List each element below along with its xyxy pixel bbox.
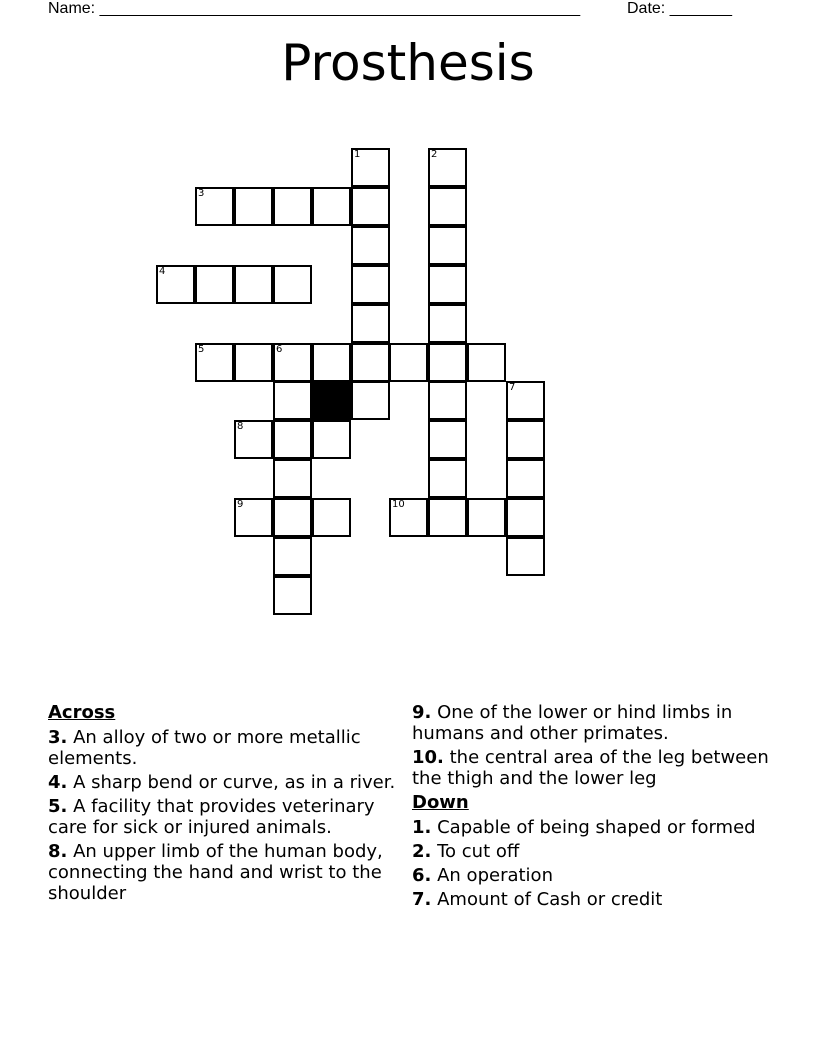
clue-text: A sharp bend or curve, as in a river. bbox=[73, 772, 396, 793]
clue-number: 4. bbox=[48, 772, 68, 793]
grid-cell[interactable] bbox=[273, 265, 312, 304]
grid-cell[interactable] bbox=[312, 498, 351, 537]
grid-cell[interactable] bbox=[389, 498, 428, 537]
grid-cell[interactable] bbox=[234, 420, 273, 459]
clues-column-left bbox=[48, 702, 408, 907]
grid-cell[interactable] bbox=[195, 343, 234, 382]
grid-cell[interactable] bbox=[428, 304, 467, 343]
date-field-label[interactable]: Date: _______ bbox=[627, 0, 732, 17]
grid-cell[interactable] bbox=[428, 381, 467, 420]
clue-number: 1. bbox=[412, 817, 432, 838]
clue-across-9 bbox=[412, 702, 782, 744]
clue-number: 9. bbox=[412, 702, 432, 723]
grid-cell[interactable] bbox=[273, 459, 312, 498]
grid-cell[interactable] bbox=[428, 187, 467, 226]
grid-cell[interactable] bbox=[428, 420, 467, 459]
clues-column-right bbox=[412, 702, 782, 913]
grid-cell[interactable] bbox=[351, 226, 390, 265]
grid-cell[interactable] bbox=[234, 498, 273, 537]
grid-cell[interactable] bbox=[467, 343, 506, 382]
grid-cell-number: 1 bbox=[354, 149, 361, 160]
clue-text: Amount of Cash or credit bbox=[437, 889, 663, 910]
grid-cell[interactable] bbox=[428, 459, 467, 498]
grid-cell[interactable] bbox=[506, 498, 545, 537]
grid-cell[interactable] bbox=[234, 265, 273, 304]
grid-cell-number: 10 bbox=[392, 499, 405, 510]
grid-cell[interactable] bbox=[506, 459, 545, 498]
grid-cell-number: 9 bbox=[237, 499, 244, 510]
grid-cell[interactable] bbox=[428, 498, 467, 537]
grid-cell-number: 3 bbox=[198, 188, 205, 199]
grid-cell[interactable] bbox=[506, 381, 545, 420]
grid-cell[interactable] bbox=[195, 187, 234, 226]
clue-text: the central area of the leg between the thigh and the lower leg bbox=[412, 747, 769, 789]
clue-down-2 bbox=[412, 841, 782, 862]
across-heading: Across bbox=[48, 702, 116, 723]
clue-text: An alloy of two or more metallic elements. bbox=[48, 727, 361, 769]
grid-cell[interactable] bbox=[506, 537, 545, 576]
grid-cell[interactable] bbox=[273, 420, 312, 459]
grid-cell[interactable] bbox=[273, 381, 312, 420]
grid-cell-number: 7 bbox=[509, 382, 516, 393]
clue-number: 8. bbox=[48, 841, 68, 862]
grid-cell-number: 5 bbox=[198, 344, 205, 355]
name-field-label[interactable]: Name: ______________________________________________________ bbox=[48, 0, 581, 17]
grid-cell[interactable] bbox=[234, 343, 273, 382]
grid-cell[interactable] bbox=[156, 265, 195, 304]
grid-cell[interactable] bbox=[351, 265, 390, 304]
clue-text: To cut off bbox=[437, 841, 520, 862]
grid-cell[interactable] bbox=[273, 187, 312, 226]
grid-cell[interactable] bbox=[351, 304, 390, 343]
grid-cell[interactable] bbox=[273, 537, 312, 576]
grid-cell[interactable] bbox=[351, 381, 390, 420]
clue-number: 6. bbox=[412, 865, 432, 886]
clue-text: Capable of being shaped or formed bbox=[437, 817, 756, 838]
clue-number: 10. bbox=[412, 747, 444, 768]
grid-cell[interactable] bbox=[312, 420, 351, 459]
grid-cell-number: 8 bbox=[237, 421, 244, 432]
clue-across-8 bbox=[48, 841, 408, 904]
grid-cell[interactable] bbox=[428, 343, 467, 382]
clue-across-3 bbox=[48, 727, 408, 769]
grid-cell[interactable] bbox=[273, 498, 312, 537]
clue-number: 3. bbox=[48, 727, 68, 748]
grid-cell[interactable] bbox=[312, 343, 351, 382]
grid-cell[interactable] bbox=[351, 148, 390, 187]
grid-cell[interactable] bbox=[195, 265, 234, 304]
grid-cell[interactable] bbox=[234, 187, 273, 226]
grid-cell-number: 6 bbox=[276, 344, 283, 355]
clue-number: 5. bbox=[48, 796, 68, 817]
grid-cell[interactable] bbox=[467, 498, 506, 537]
grid-cell[interactable] bbox=[428, 226, 467, 265]
grid-block-cell bbox=[312, 381, 351, 420]
grid-cell[interactable] bbox=[506, 420, 545, 459]
page-title: Prosthesis bbox=[281, 34, 535, 92]
grid-cell-number: 2 bbox=[431, 149, 438, 160]
grid-cell[interactable] bbox=[273, 576, 312, 615]
grid-cell[interactable] bbox=[351, 343, 390, 382]
down-heading: Down bbox=[412, 792, 469, 813]
clue-across-4 bbox=[48, 772, 408, 793]
grid-cell-number: 4 bbox=[159, 266, 166, 277]
clue-number: 2. bbox=[412, 841, 432, 862]
grid-cell[interactable] bbox=[428, 148, 467, 187]
clue-across-10 bbox=[412, 747, 782, 789]
clue-down-7 bbox=[412, 889, 782, 910]
clue-text: A facility that provides veterinary care for sick or injured animals. bbox=[48, 796, 375, 838]
grid-cell[interactable] bbox=[312, 187, 351, 226]
grid-cell[interactable] bbox=[351, 187, 390, 226]
clue-across-5 bbox=[48, 796, 408, 838]
grid-cell[interactable] bbox=[428, 265, 467, 304]
grid-cell[interactable] bbox=[273, 343, 312, 382]
clue-text: One of the lower or hind limbs in humans and other primates. bbox=[412, 702, 733, 744]
clue-down-6 bbox=[412, 865, 782, 886]
clue-number: 7. bbox=[412, 889, 432, 910]
clue-text: An operation bbox=[437, 865, 553, 886]
grid-cell[interactable] bbox=[389, 343, 428, 382]
clue-down-1 bbox=[412, 817, 782, 838]
clue-text: An upper limb of the human body, connecting the hand and wrist to the shoulder bbox=[48, 841, 383, 904]
